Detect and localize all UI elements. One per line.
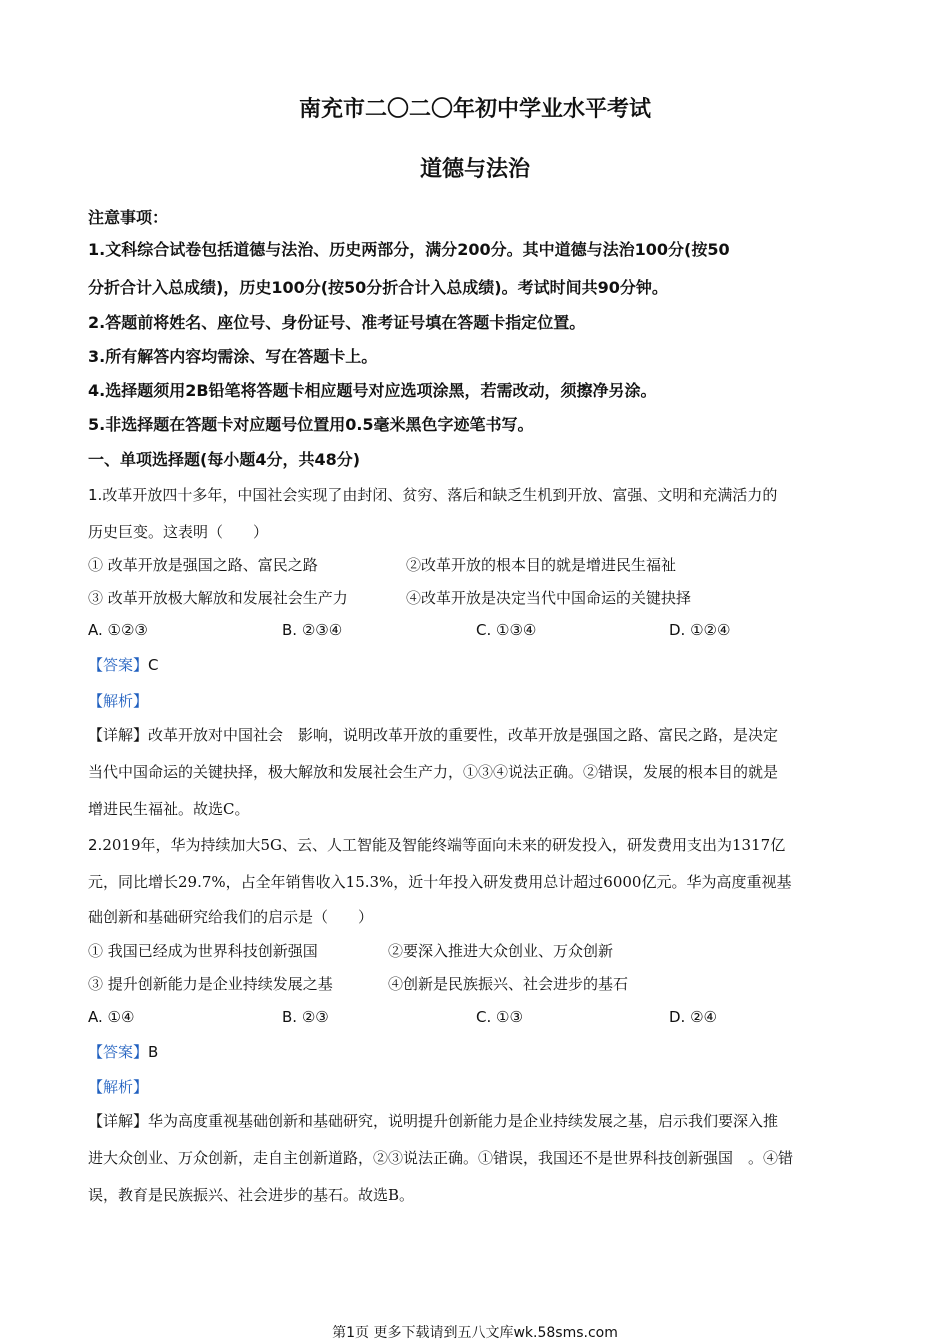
question-number: 1. xyxy=(88,486,103,504)
exam-title: 南充市二〇二〇年初中学业水平考试 xyxy=(298,97,651,122)
question-stem: 1.改革开放四十多年，中国社会实现了由封闭、贫穷、落后和缺乏生机到开放、富强、文明和充满活力的 xyxy=(88,486,778,504)
analysis-label: 【解析】 xyxy=(88,692,149,710)
answer-label: 【答案】 xyxy=(88,656,149,674)
question-stem: 2.2019年，华为持续加大5G、云、人工智能及智能终端等面向未来的研发投入，研发费用支出为1317亿 xyxy=(88,836,786,854)
page-footer: 第1页 更多下载请到五八文库wk.58sms.com xyxy=(332,1325,618,1341)
option-a: A. ①②③ xyxy=(88,621,148,639)
option-d: D. ②④ xyxy=(669,1008,717,1026)
notice-line: 分折合计入总成绩)，历史100分(按50分折合计入总成绩)。考试时间共90分钟。 xyxy=(88,278,668,297)
answer-value: B xyxy=(148,1043,159,1061)
detail-line: 当代中国命运的关键抉择，极大解放和发展社会生产力，①③④说法正确。②错误，发展的根本目的就是 xyxy=(88,763,779,781)
statement: ②要深入推进大众创业、万众创新 xyxy=(388,942,614,960)
answer-value: C xyxy=(148,656,159,674)
question-stem: 历史巨变。这表明（ ） xyxy=(88,523,269,541)
question-stem: 础创新和基础研究给我们的启示是（ ） xyxy=(88,908,374,926)
question-number: 2. xyxy=(88,836,103,854)
detail-label: 【详解】 xyxy=(88,1112,149,1130)
statement: ③ 提升创新能力是企业持续发展之基 xyxy=(88,975,333,993)
option-c: C. ①③ xyxy=(476,1008,523,1026)
option-d: D. ①②④ xyxy=(669,621,731,639)
detail-line: 进大众创业、万众创新，走自主创新道路，②③说法正确。①错误，我国还不是世界科技创新强国 。④错 xyxy=(88,1149,794,1167)
answer-line xyxy=(88,1042,158,1062)
section-heading: 一、单项选择题(每小题4分，共48分) xyxy=(88,450,361,469)
option-c: C. ①③④ xyxy=(476,621,537,639)
notice-heading: 注意事项： xyxy=(88,208,169,227)
option-b: B. ②③ xyxy=(282,1008,329,1026)
notice-line: 3.所有解答内容均需涂、写在答题卡上。 xyxy=(88,347,378,366)
statement: ④改革开放是决定当代中国命运的关键抉择 xyxy=(406,589,692,607)
detail-line: 增进民生福祉。故选C。 xyxy=(88,800,250,818)
notice-line: 4.选择题须用2B铅笔将答题卡相应题号对应选项涂黑，若需改动，须擦净另涂。 xyxy=(88,381,657,400)
subject-title: 道德与法治 xyxy=(419,157,530,182)
statement: ③ 改革开放极大解放和发展社会生产力 xyxy=(88,589,348,607)
notice-line: 2.答题前将姓名、座位号、身份证号、准考证号填在答题卡指定位置。 xyxy=(88,313,586,332)
answer-line xyxy=(88,655,159,675)
option-b: B. ②③④ xyxy=(282,621,343,639)
detail-line: 【详解】改革开放对中国社会 影响，说明改革开放的重要性，改革开放是强国之路、富民之路，是决定 xyxy=(88,726,779,744)
detail-label: 【详解】 xyxy=(88,726,149,744)
statement: ① 我国已经成为世界科技创新强国 xyxy=(88,942,318,960)
notice-line: 5.非选择题在答题卡对应题号位置用0.5毫米黑色字迹笔书写。 xyxy=(88,415,534,434)
statement: ④创新是民族振兴、社会进步的基石 xyxy=(388,975,629,993)
statement: ① 改革开放是强国之路、富民之路 xyxy=(88,556,318,574)
question-stem: 元，同比增长29.7%，占全年销售收入15.3%，近十年投入研发费用总计超过6000亿元。华为高度重视基 xyxy=(88,873,792,891)
analysis-label: 【解析】 xyxy=(88,1078,149,1096)
statement: ②改革开放的根本目的就是增进民生福祉 xyxy=(406,556,677,574)
option-a: A. ①④ xyxy=(88,1008,135,1026)
detail-line: 误，教育是民族振兴、社会进步的基石。故选B。 xyxy=(88,1186,415,1204)
notice-line: 1.文科综合试卷包括道德与法治、历史两部分，满分200分。其中道德与法治100分(按50 xyxy=(88,240,730,259)
answer-label: 【答案】 xyxy=(88,1043,149,1061)
detail-line: 【详解】华为高度重视基础创新和基础研究，说明提升创新能力是企业持续发展之基，启示我们要深入推 xyxy=(88,1112,779,1130)
